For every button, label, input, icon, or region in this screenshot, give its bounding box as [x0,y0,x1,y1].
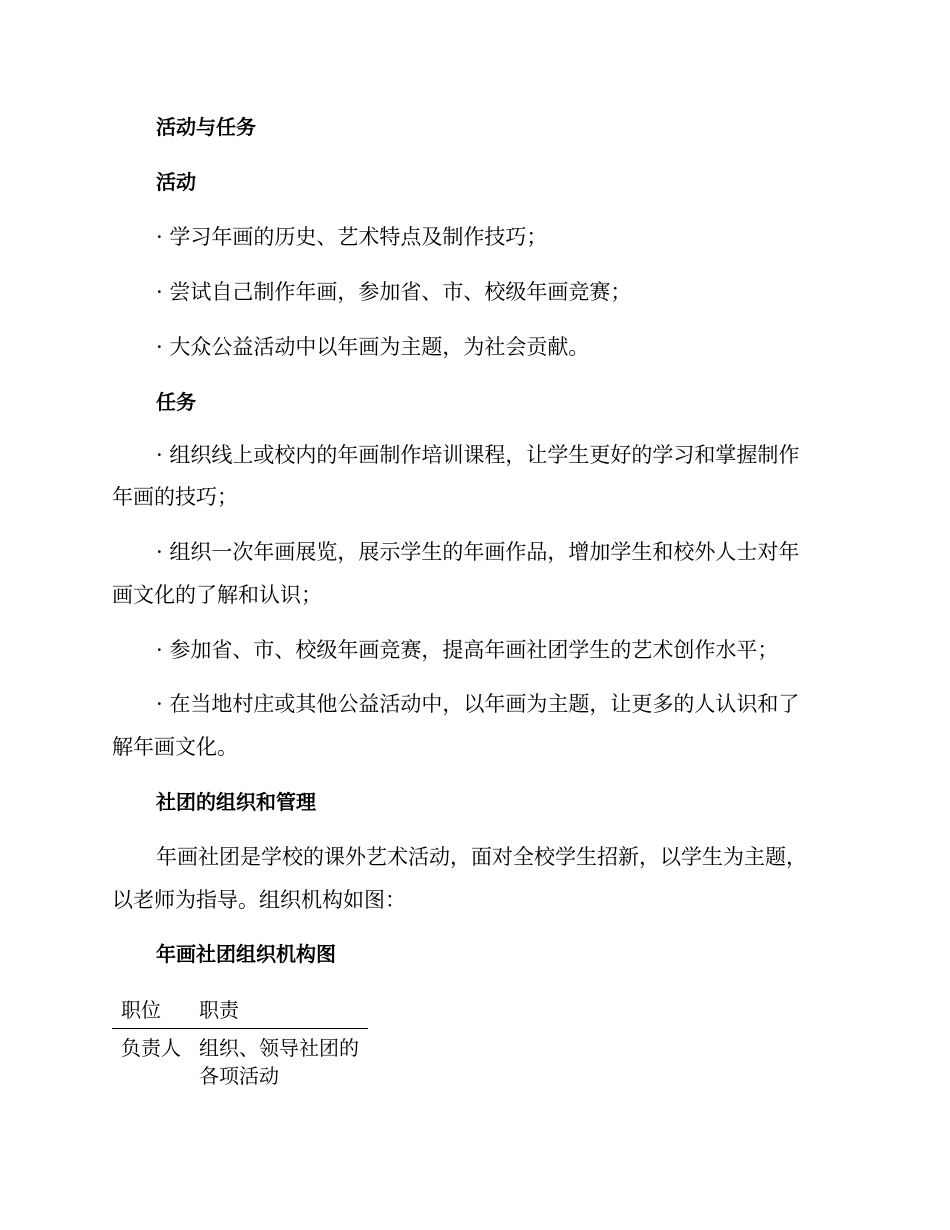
table-header-cell: 职位 [121,998,161,1022]
table-header-cell: 职责 [199,998,239,1022]
activity-item: · 大众公益活动中以年画为主题，为社会贡献。 [156,335,590,359]
organization-paragraph-line: 以老师为指导。组织机构如图： [112,888,406,912]
heading-tasks: 任务 [156,390,196,414]
activity-item: · 学习年画的历史、艺术特点及制作技巧； [156,225,548,249]
heading-activities: 活动 [156,170,196,194]
table-cell: 负责人 [121,1036,181,1060]
table-header-row [112,996,368,1029]
task-item-line: 解年画文化。 [112,735,238,759]
org-chart-table [112,996,368,1089]
heading-activities-and-tasks: 活动与任务 [156,115,256,139]
task-item-line: · 参加省、市、校级年画竞赛，提高年画社团学生的艺术创作水平； [156,638,779,662]
activity-item: · 尝试自己制作年画，参加省、市、校级年画竞赛； [156,280,632,304]
task-item-line: · 在当地村庄或其他公益活动中，以年画为主题，让更多的人认识和了 [156,692,800,716]
table-cell: 组织、领导社团的各项活动 [199,1036,359,1088]
task-item-line: 画文化的了解和认识； [112,583,322,607]
task-item-line: · 组织一次年画展览，展示学生的年画作品，增加学生和校外人士对年 [156,540,800,564]
organization-paragraph-line: 年画社团是学校的课外艺术活动，面对全校学生招新，以学生为主题， [156,845,807,869]
table-row [112,1029,368,1089]
task-item-line: · 组织线上或校内的年画制作培训课程，让学生更好的学习和掌握制作 [156,443,800,467]
task-item-line: 年画的技巧； [112,485,238,509]
heading-organization: 社团的组织和管理 [156,790,316,814]
heading-org-chart: 年画社团组织机构图 [156,942,336,966]
